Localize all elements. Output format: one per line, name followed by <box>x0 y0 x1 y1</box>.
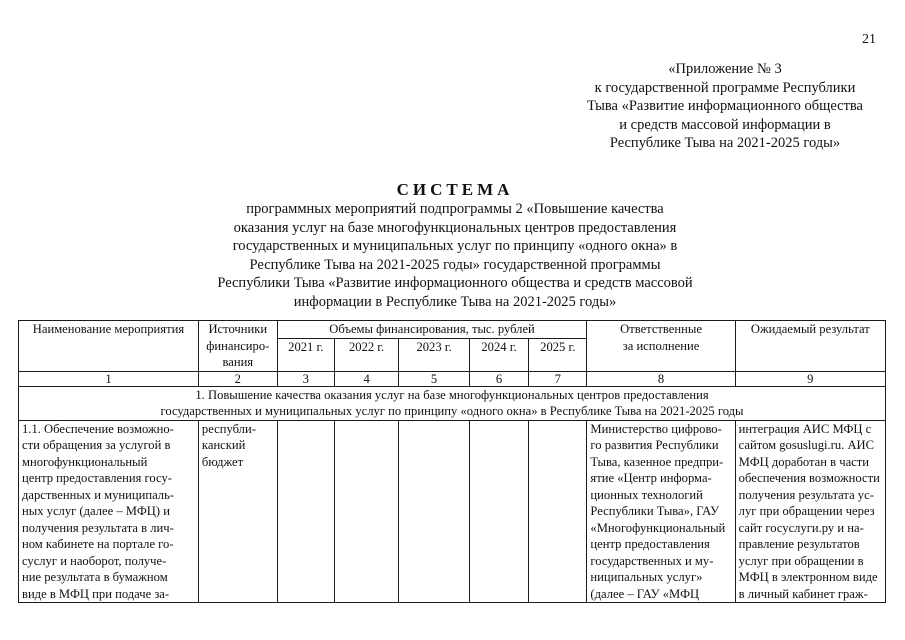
expected-result-line: услуг при обращении в <box>738 553 864 568</box>
cell-2022 <box>334 420 398 603</box>
responsible-line: (далее – ГАУ «МФЦ <box>590 586 700 601</box>
responsible-line: Министерство цифрово- <box>590 421 722 436</box>
program-measures-table <box>18 320 886 603</box>
subtitle-line: Республике Тыва на 2021-2025 годы» государственной программы <box>249 256 661 273</box>
measure-name-line: ном кабинете на портале го- <box>22 537 174 551</box>
appendix-line: и средств массовой информации в <box>619 116 831 133</box>
page-number: 21 <box>862 32 876 47</box>
expected-result-line: луг при обращении через <box>738 504 875 518</box>
cell-funding-source <box>198 420 277 603</box>
expected-result-line: сайт госуслуги.ру и на- <box>738 520 864 535</box>
expected-result-line: правление результатов <box>738 537 860 551</box>
responsible-line: государственных и му- <box>590 553 714 568</box>
measure-name-line: получения результата в лич- <box>22 520 174 535</box>
expected-result-line: обеспечения возможности <box>738 471 880 485</box>
measure-name-line: ных услуг (далее – МФЦ) и <box>22 504 170 518</box>
appendix-line: «Приложение № 3 <box>668 61 782 77</box>
subtitle-line: программных мероприятий подпрограммы 2 «Повышение качества <box>246 201 664 217</box>
measure-name-line: многофункциональный <box>22 454 148 469</box>
subtitle-line: Республики Тыва «Развитие информационного общества и средств массовой <box>217 275 693 291</box>
header-year-2025: 2025 г. <box>529 338 587 371</box>
appendix-line: к государственной программе Республики <box>594 79 856 96</box>
col-number-4: 4 <box>334 371 398 386</box>
measure-name-line: ние результата в бумажном <box>22 570 168 584</box>
header-year-2023: 2023 г. <box>399 338 470 371</box>
responsible-line: ционных технологий <box>590 487 703 502</box>
expected-result-line: МФЦ в электронном виде <box>738 570 878 584</box>
document-title: СИСТЕМА <box>396 180 514 199</box>
expected-result-line: в личный кабинет граж- <box>738 586 868 601</box>
measure-name-line: центр предоставления госу- <box>22 471 172 485</box>
section-heading <box>19 386 886 420</box>
header-year-2024: 2024 г. <box>469 338 528 371</box>
header-responsible-line: за исполнение <box>622 338 700 353</box>
col-number-6: 6 <box>469 371 528 386</box>
col-number-8: 8 <box>587 371 735 386</box>
col-number-9: 9 <box>735 371 885 386</box>
expected-result-line: интеграция АИС МФЦ с <box>738 421 872 436</box>
header-responsible-line: Ответственные <box>620 322 702 336</box>
header-sources-line: вания <box>222 355 254 369</box>
col-number-3: 3 <box>277 371 334 386</box>
header-year-2022: 2022 г. <box>334 338 398 371</box>
responsible-line: го развития Республики <box>590 438 719 452</box>
subtitle-line: государственных и муниципальных услуг по принципу «одного окна» в <box>232 238 678 254</box>
measure-name-line: дарственных и муниципаль- <box>22 487 175 502</box>
subtitle-line: информации в Республике Тыва на 2021-2025 годы» <box>293 293 617 310</box>
measure-name-line: виде в МФЦ при подаче за- <box>22 586 170 601</box>
expected-result-line: получения результата ус- <box>738 487 874 502</box>
funding-source-line: канский <box>201 438 246 452</box>
header-name: Наименование мероприятия <box>19 321 199 372</box>
section-line: государственных и муниципальных услуг по принципу «одного окна» в Республике Тыва на 2021-2025 годы <box>160 404 744 418</box>
funding-source-line: республи- <box>201 421 256 436</box>
col-number-1: 1 <box>19 371 199 386</box>
section-line: 1. Повышение качества оказания услуг на базе многофункциональных центров предоставления <box>195 387 709 402</box>
cell-measure-name <box>19 420 199 603</box>
header-result: Ожидаемый результат <box>735 321 885 372</box>
cell-responsible <box>587 420 735 603</box>
measure-name-line: 1.1. Обеспечение возможно- <box>22 421 174 436</box>
responsible-line: Тыва, казенное предпри- <box>590 454 724 469</box>
header-year-2021: 2021 г. <box>277 338 334 371</box>
header-responsible <box>587 321 735 372</box>
appendix-line: Республике Тыва на 2021-2025 годы» <box>609 135 841 151</box>
cell-2023 <box>399 420 470 603</box>
header-sources-line: Источники <box>208 322 268 336</box>
cell-2025 <box>529 420 587 603</box>
responsible-line: «Многофункциональный <box>590 520 726 535</box>
col-number-5: 5 <box>399 371 470 386</box>
subtitle-line: оказания услуг на базе многофункциональных центров предоставления <box>233 219 677 236</box>
col-number-7: 7 <box>529 371 587 386</box>
cell-2024 <box>469 420 528 603</box>
expected-result-line: сайтом gosuslugi.ru. АИС <box>738 438 875 452</box>
cell-expected-result <box>735 420 885 603</box>
header-sources-line: финансиро- <box>206 338 270 353</box>
responsible-line: центр предоставления <box>590 537 710 551</box>
appendix-line: Тыва «Развитие информационного общества <box>587 98 863 114</box>
table-row <box>19 420 886 603</box>
header-funding: Объемы финансирования, тыс. рублей <box>277 321 587 339</box>
col-number-2: 2 <box>198 371 277 386</box>
measure-name-line: суслуг и наоборот, получе- <box>22 553 167 568</box>
expected-result-line: МФЦ доработан в части <box>738 454 869 469</box>
appendix-block <box>560 60 890 153</box>
header-sources <box>198 321 277 372</box>
responsible-line: ятие «Центр информа- <box>590 471 712 485</box>
document-subtitle <box>160 200 750 311</box>
responsible-line: Республики Тыва», ГАУ <box>590 504 720 518</box>
cell-2021 <box>277 420 334 603</box>
funding-source-line: бюджет <box>201 454 244 469</box>
measure-name-line: сти обращения за услугой в <box>22 438 171 452</box>
responsible-line: ниципальных услуг» <box>590 570 703 584</box>
